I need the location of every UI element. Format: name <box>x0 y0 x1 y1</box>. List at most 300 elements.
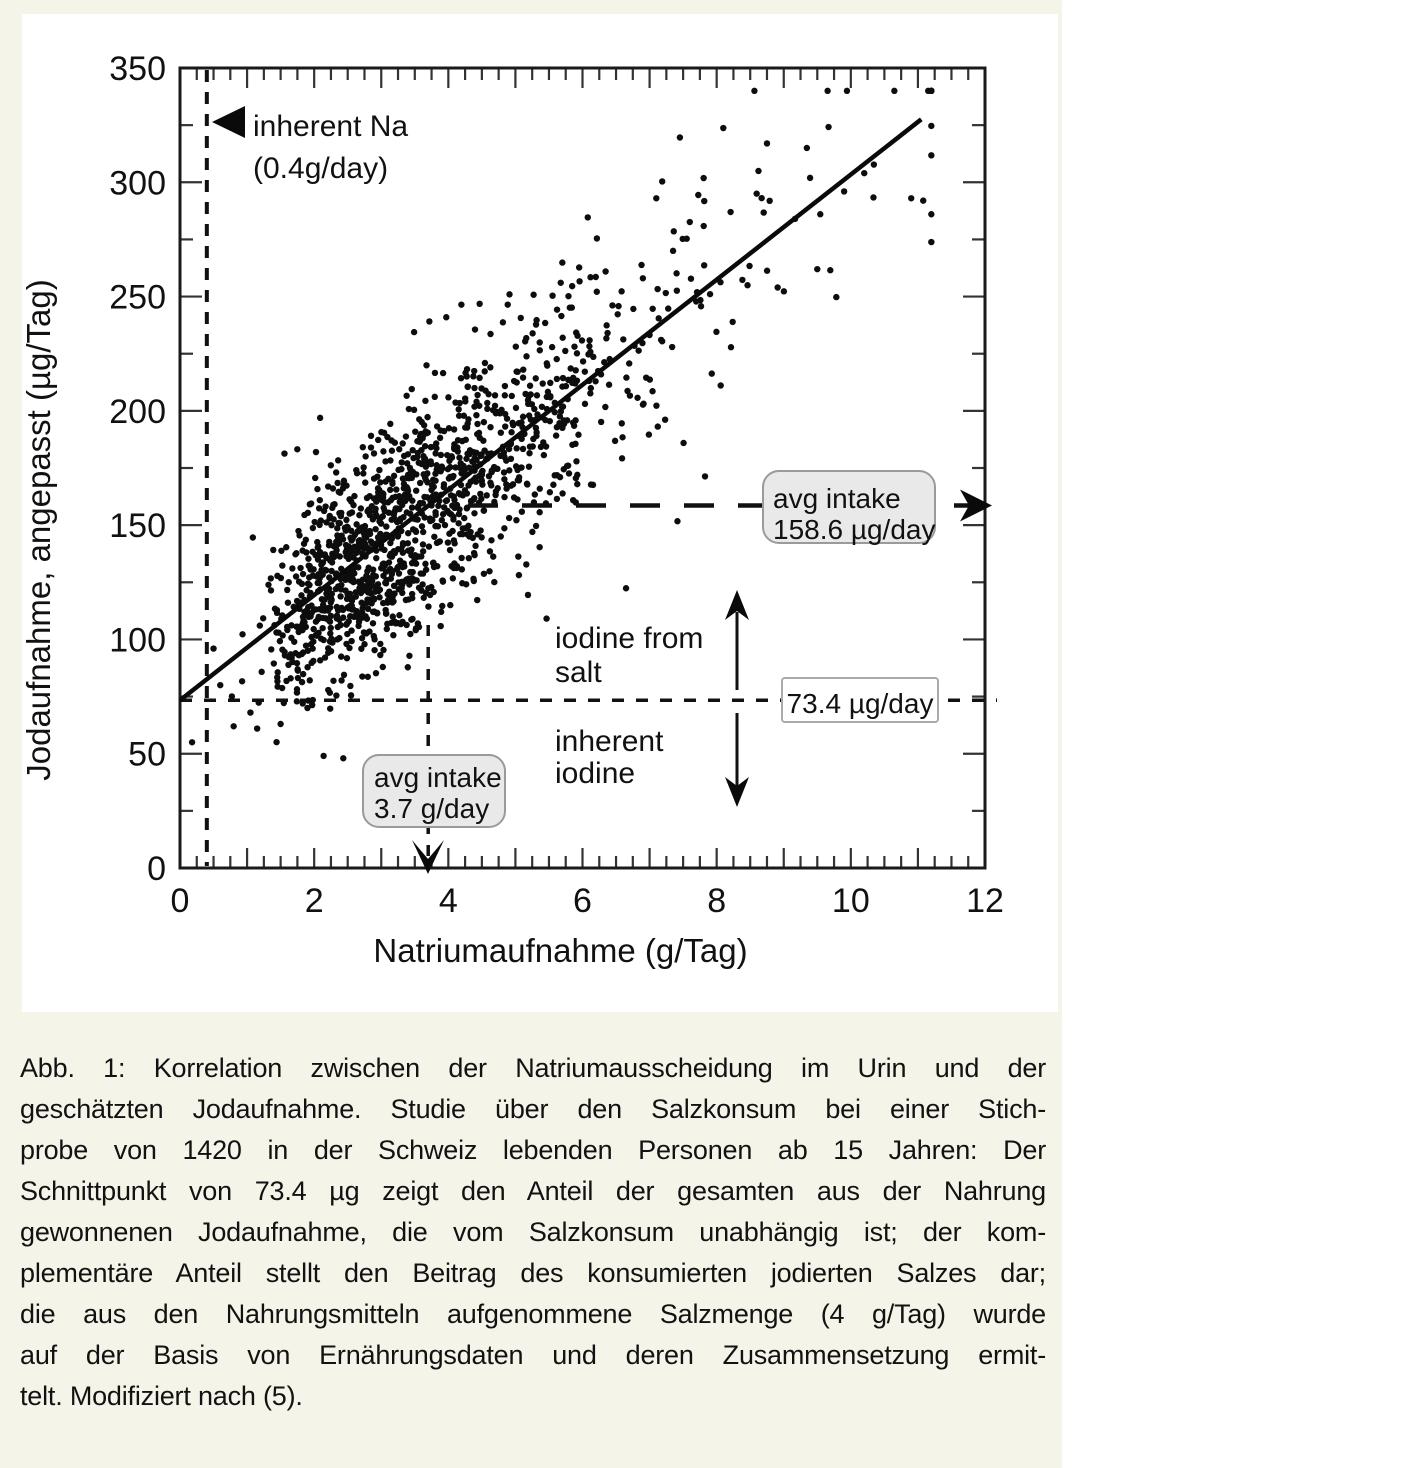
data-point <box>294 666 300 672</box>
data-point <box>450 514 456 520</box>
data-point <box>356 512 362 518</box>
data-point <box>575 432 581 438</box>
data-point <box>588 385 594 391</box>
data-point <box>433 445 439 451</box>
data-point <box>891 88 897 94</box>
data-point <box>327 705 333 711</box>
data-point <box>372 526 378 532</box>
data-point <box>239 678 245 684</box>
data-point <box>348 638 354 644</box>
data-point <box>417 500 423 506</box>
data-point <box>400 496 406 502</box>
data-point <box>609 302 615 308</box>
data-point <box>541 452 547 458</box>
data-point <box>569 283 575 289</box>
data-point <box>349 602 355 608</box>
data-point <box>300 700 306 706</box>
data-point <box>382 458 388 464</box>
caption-line: plementäre Anteil stellt den Beitrag des konsumierten jodierten Salzes dar; <box>20 1258 1046 1288</box>
data-point <box>619 434 625 440</box>
data-point <box>279 646 285 652</box>
data-point <box>640 401 646 407</box>
avg-sodium-box-line2: 3.7 g/day <box>374 793 490 824</box>
data-point <box>361 641 367 647</box>
data-point <box>928 211 934 217</box>
data-point <box>928 239 934 245</box>
data-point <box>482 360 488 366</box>
data-point <box>319 607 325 613</box>
data-point <box>347 683 353 689</box>
data-point <box>362 540 368 546</box>
data-point <box>573 367 579 373</box>
data-point <box>511 494 517 500</box>
data-point <box>299 679 305 685</box>
data-point <box>623 585 629 591</box>
data-point <box>420 529 426 535</box>
data-point <box>701 198 707 204</box>
data-point <box>603 335 609 341</box>
data-point <box>437 435 443 441</box>
data-point <box>534 392 540 398</box>
x-tick-label: 4 <box>438 882 458 920</box>
data-point <box>343 517 349 523</box>
data-point <box>753 190 759 196</box>
data-point <box>371 475 377 481</box>
data-point <box>530 436 536 442</box>
data-point <box>513 343 519 349</box>
data-point <box>439 517 445 523</box>
data-point <box>446 531 452 537</box>
data-point <box>314 486 320 492</box>
data-point <box>472 326 478 332</box>
data-point <box>406 406 412 412</box>
data-point <box>406 495 412 501</box>
data-point <box>322 503 328 509</box>
data-point <box>409 386 415 392</box>
data-point <box>352 613 358 619</box>
data-point <box>619 455 625 461</box>
data-point <box>634 395 640 401</box>
data-point <box>554 376 560 382</box>
data-point <box>647 376 653 382</box>
data-point <box>308 634 314 640</box>
data-point <box>804 145 810 151</box>
data-point <box>364 528 370 534</box>
data-point <box>833 294 839 300</box>
data-point <box>462 395 468 401</box>
data-point <box>537 347 543 353</box>
data-point <box>409 616 415 622</box>
data-point <box>270 547 276 553</box>
data-point <box>444 508 450 514</box>
data-point <box>344 631 350 637</box>
data-point <box>398 579 404 585</box>
data-point <box>304 607 310 613</box>
data-point <box>341 672 347 678</box>
data-point <box>501 525 507 531</box>
data-point <box>574 350 580 356</box>
data-point <box>271 660 277 666</box>
data-point <box>300 649 306 655</box>
data-point <box>620 336 626 342</box>
data-point <box>451 540 457 546</box>
data-point <box>265 582 271 588</box>
data-point <box>544 360 550 366</box>
data-point <box>404 486 410 492</box>
data-point <box>700 175 706 181</box>
data-point <box>533 523 539 529</box>
data-point <box>445 394 451 400</box>
data-point <box>400 563 406 569</box>
data-point <box>364 616 370 622</box>
data-point <box>337 622 343 628</box>
data-point <box>423 567 429 573</box>
data-point <box>707 291 713 297</box>
data-point <box>663 290 669 296</box>
data-point <box>396 446 402 452</box>
data-point <box>530 292 536 298</box>
data-point <box>375 581 381 587</box>
data-point <box>443 314 449 320</box>
data-point <box>473 412 479 418</box>
data-point <box>340 485 346 491</box>
data-point <box>492 403 498 409</box>
data-point <box>500 319 506 325</box>
data-point <box>407 569 413 575</box>
data-point <box>391 515 397 521</box>
data-point <box>274 573 280 579</box>
data-point <box>527 383 533 389</box>
data-point <box>606 382 612 388</box>
data-point <box>481 419 487 425</box>
data-point <box>470 373 476 379</box>
data-point <box>376 467 382 473</box>
data-point <box>523 353 529 359</box>
data-point <box>417 480 423 486</box>
data-point <box>420 541 426 547</box>
data-point <box>383 580 389 586</box>
y-tick-label: 350 <box>109 50 166 88</box>
data-point <box>626 360 632 366</box>
data-point <box>440 578 446 584</box>
data-point <box>695 192 701 198</box>
data-point <box>486 473 492 479</box>
data-point <box>466 555 472 561</box>
data-point <box>432 370 438 376</box>
data-point <box>701 262 707 268</box>
data-point <box>564 463 570 469</box>
data-point <box>585 214 591 220</box>
data-point <box>554 496 560 502</box>
data-point <box>471 578 477 584</box>
data-point <box>294 446 300 452</box>
data-point <box>526 450 532 456</box>
data-point <box>488 482 494 488</box>
data-point <box>387 421 393 427</box>
data-point <box>739 277 745 283</box>
data-point <box>410 469 416 475</box>
data-point <box>330 516 336 522</box>
data-point <box>329 559 335 565</box>
data-point <box>615 303 621 309</box>
data-point <box>525 397 531 403</box>
data-point <box>426 543 432 549</box>
data-point <box>574 472 580 478</box>
data-point <box>630 306 636 312</box>
data-point <box>659 338 665 344</box>
data-point <box>413 560 419 566</box>
data-point <box>363 534 369 540</box>
data-point <box>474 392 480 398</box>
data-point <box>462 370 468 376</box>
data-point <box>550 482 556 488</box>
avg-iodine-box-line2: 158.6 µg/day <box>773 514 936 545</box>
data-point <box>604 330 610 336</box>
data-point <box>825 124 831 130</box>
data-point <box>565 293 571 299</box>
data-point <box>533 429 539 435</box>
data-point <box>334 480 340 486</box>
data-point <box>619 420 625 426</box>
data-point <box>649 388 655 394</box>
data-point <box>458 301 464 307</box>
y-tick-label: 50 <box>128 735 166 774</box>
data-point <box>437 538 443 544</box>
data-point <box>674 518 680 524</box>
inherent-na-label-line2: (0.4g/day) <box>253 152 389 185</box>
data-point <box>549 344 555 350</box>
data-point <box>390 598 396 604</box>
data-point <box>305 510 311 516</box>
data-point <box>426 318 432 324</box>
data-point <box>320 637 326 643</box>
x-tick-label: 12 <box>966 882 1004 920</box>
x-tick-label: 6 <box>573 882 592 920</box>
data-point <box>516 572 522 578</box>
data-point <box>376 594 382 600</box>
data-point <box>603 322 609 328</box>
data-point <box>448 455 454 461</box>
data-point <box>717 382 723 388</box>
data-point <box>418 553 424 559</box>
data-point <box>366 493 372 499</box>
data-point <box>503 457 509 463</box>
data-point <box>841 188 847 194</box>
data-point <box>460 525 466 531</box>
y-tick-label: 100 <box>109 621 166 660</box>
data-point <box>371 608 377 614</box>
data-point <box>298 592 304 598</box>
data-point <box>353 593 359 599</box>
data-point <box>586 343 592 349</box>
data-point <box>513 445 519 451</box>
data-point <box>387 487 393 493</box>
data-point <box>377 479 383 485</box>
data-point <box>343 542 349 548</box>
data-point <box>728 344 734 350</box>
data-point <box>515 553 521 559</box>
data-point <box>520 414 526 420</box>
data-point <box>322 596 328 602</box>
data-point <box>418 419 424 425</box>
data-point <box>411 329 417 335</box>
data-point <box>284 587 290 593</box>
data-point <box>489 467 495 473</box>
data-point <box>509 393 515 399</box>
data-point <box>487 331 493 337</box>
data-point <box>239 631 245 637</box>
data-point <box>444 497 450 503</box>
y-tick-label: 150 <box>109 507 166 546</box>
data-point <box>363 573 369 579</box>
data-point <box>490 553 496 559</box>
data-point <box>542 320 548 326</box>
data-point <box>432 470 438 476</box>
data-point <box>473 479 479 485</box>
data-point <box>300 571 306 577</box>
data-point <box>338 677 344 683</box>
data-point <box>450 473 456 479</box>
data-point <box>514 379 520 385</box>
data-point <box>328 625 334 631</box>
data-point <box>287 675 293 681</box>
data-point <box>380 448 386 454</box>
data-point <box>294 698 300 704</box>
data-point <box>407 631 413 637</box>
data-point <box>486 568 492 574</box>
data-point <box>437 427 443 433</box>
x-tick-label: 8 <box>707 882 727 920</box>
data-point <box>471 455 477 461</box>
data-point <box>465 416 471 422</box>
iodine-from-salt-label-line1: iodine from <box>555 622 704 655</box>
data-point <box>487 424 493 430</box>
data-point <box>458 375 464 381</box>
data-point <box>487 364 493 370</box>
data-point <box>325 616 331 622</box>
data-point <box>537 486 543 492</box>
data-point <box>602 268 608 274</box>
data-point <box>684 236 690 242</box>
data-point <box>506 291 512 297</box>
data-point <box>268 646 274 652</box>
data-point <box>764 140 770 146</box>
data-point <box>781 288 787 294</box>
data-point <box>322 553 328 559</box>
data-point <box>582 368 588 374</box>
data-point <box>574 333 580 339</box>
data-point <box>315 544 321 550</box>
data-point <box>470 535 476 541</box>
y-tick-labels <box>109 50 166 888</box>
data-point <box>304 664 310 670</box>
data-point <box>758 195 764 201</box>
data-point <box>383 523 389 529</box>
data-point <box>576 278 582 284</box>
data-point <box>445 466 451 472</box>
data-point <box>471 385 477 391</box>
data-point <box>391 583 397 589</box>
data-point <box>315 571 321 577</box>
caption-line: die aus den Nahrungsmitteln aufgenommene Salzmenge (4 g/Tag) wurde <box>20 1299 1046 1329</box>
data-point <box>386 559 392 565</box>
data-point <box>358 505 364 511</box>
data-point <box>618 288 624 294</box>
data-point <box>649 306 655 312</box>
data-point <box>356 526 362 532</box>
data-point <box>273 739 279 745</box>
data-point <box>671 228 677 234</box>
data-point <box>861 170 867 176</box>
data-point <box>518 419 524 425</box>
data-point <box>680 440 686 446</box>
data-point <box>454 563 460 569</box>
data-point <box>370 516 376 522</box>
y-tick-label: 300 <box>109 164 166 203</box>
data-point <box>360 444 366 450</box>
data-point <box>289 565 295 571</box>
data-point <box>554 356 560 362</box>
data-point <box>494 409 500 415</box>
data-point <box>376 518 382 524</box>
data-point <box>519 508 525 514</box>
data-point <box>447 547 453 553</box>
x-tick-labels <box>171 882 1004 920</box>
data-point <box>338 653 344 659</box>
data-point <box>520 374 526 380</box>
data-point <box>502 383 508 389</box>
data-point <box>365 674 371 680</box>
data-point <box>450 575 456 581</box>
data-point <box>549 292 555 298</box>
data-point <box>582 401 588 407</box>
data-point <box>399 502 405 508</box>
data-point <box>338 513 344 519</box>
data-point <box>373 670 379 676</box>
data-point <box>372 506 378 512</box>
caption-line: geschätzten Jodaufnahme. Studie über den Salzkonsum bei einer Stich- <box>20 1094 1046 1124</box>
data-point <box>503 485 509 491</box>
data-point <box>523 561 529 567</box>
data-point <box>370 566 376 572</box>
data-point <box>338 582 344 588</box>
data-point <box>278 548 284 554</box>
data-point <box>334 604 340 610</box>
data-point <box>525 592 531 598</box>
data-point <box>344 591 350 597</box>
intercept-box-label: 73.4 µg/day <box>786 688 934 719</box>
data-point <box>470 496 476 502</box>
data-point <box>547 380 553 386</box>
data-point <box>320 753 326 759</box>
data-point <box>638 262 644 268</box>
data-point <box>375 588 381 594</box>
data-point <box>413 529 419 535</box>
regression-line <box>180 119 921 700</box>
data-point <box>493 488 499 494</box>
data-point <box>308 500 314 506</box>
data-point <box>463 456 469 462</box>
data-point <box>635 347 641 353</box>
data-point <box>336 617 342 623</box>
iodine-from-salt-label-line2: salt <box>555 656 602 689</box>
data-point <box>314 539 320 545</box>
data-point <box>247 709 253 715</box>
data-point <box>294 686 300 692</box>
data-point <box>440 370 446 376</box>
data-point <box>360 470 366 476</box>
data-point <box>465 383 471 389</box>
